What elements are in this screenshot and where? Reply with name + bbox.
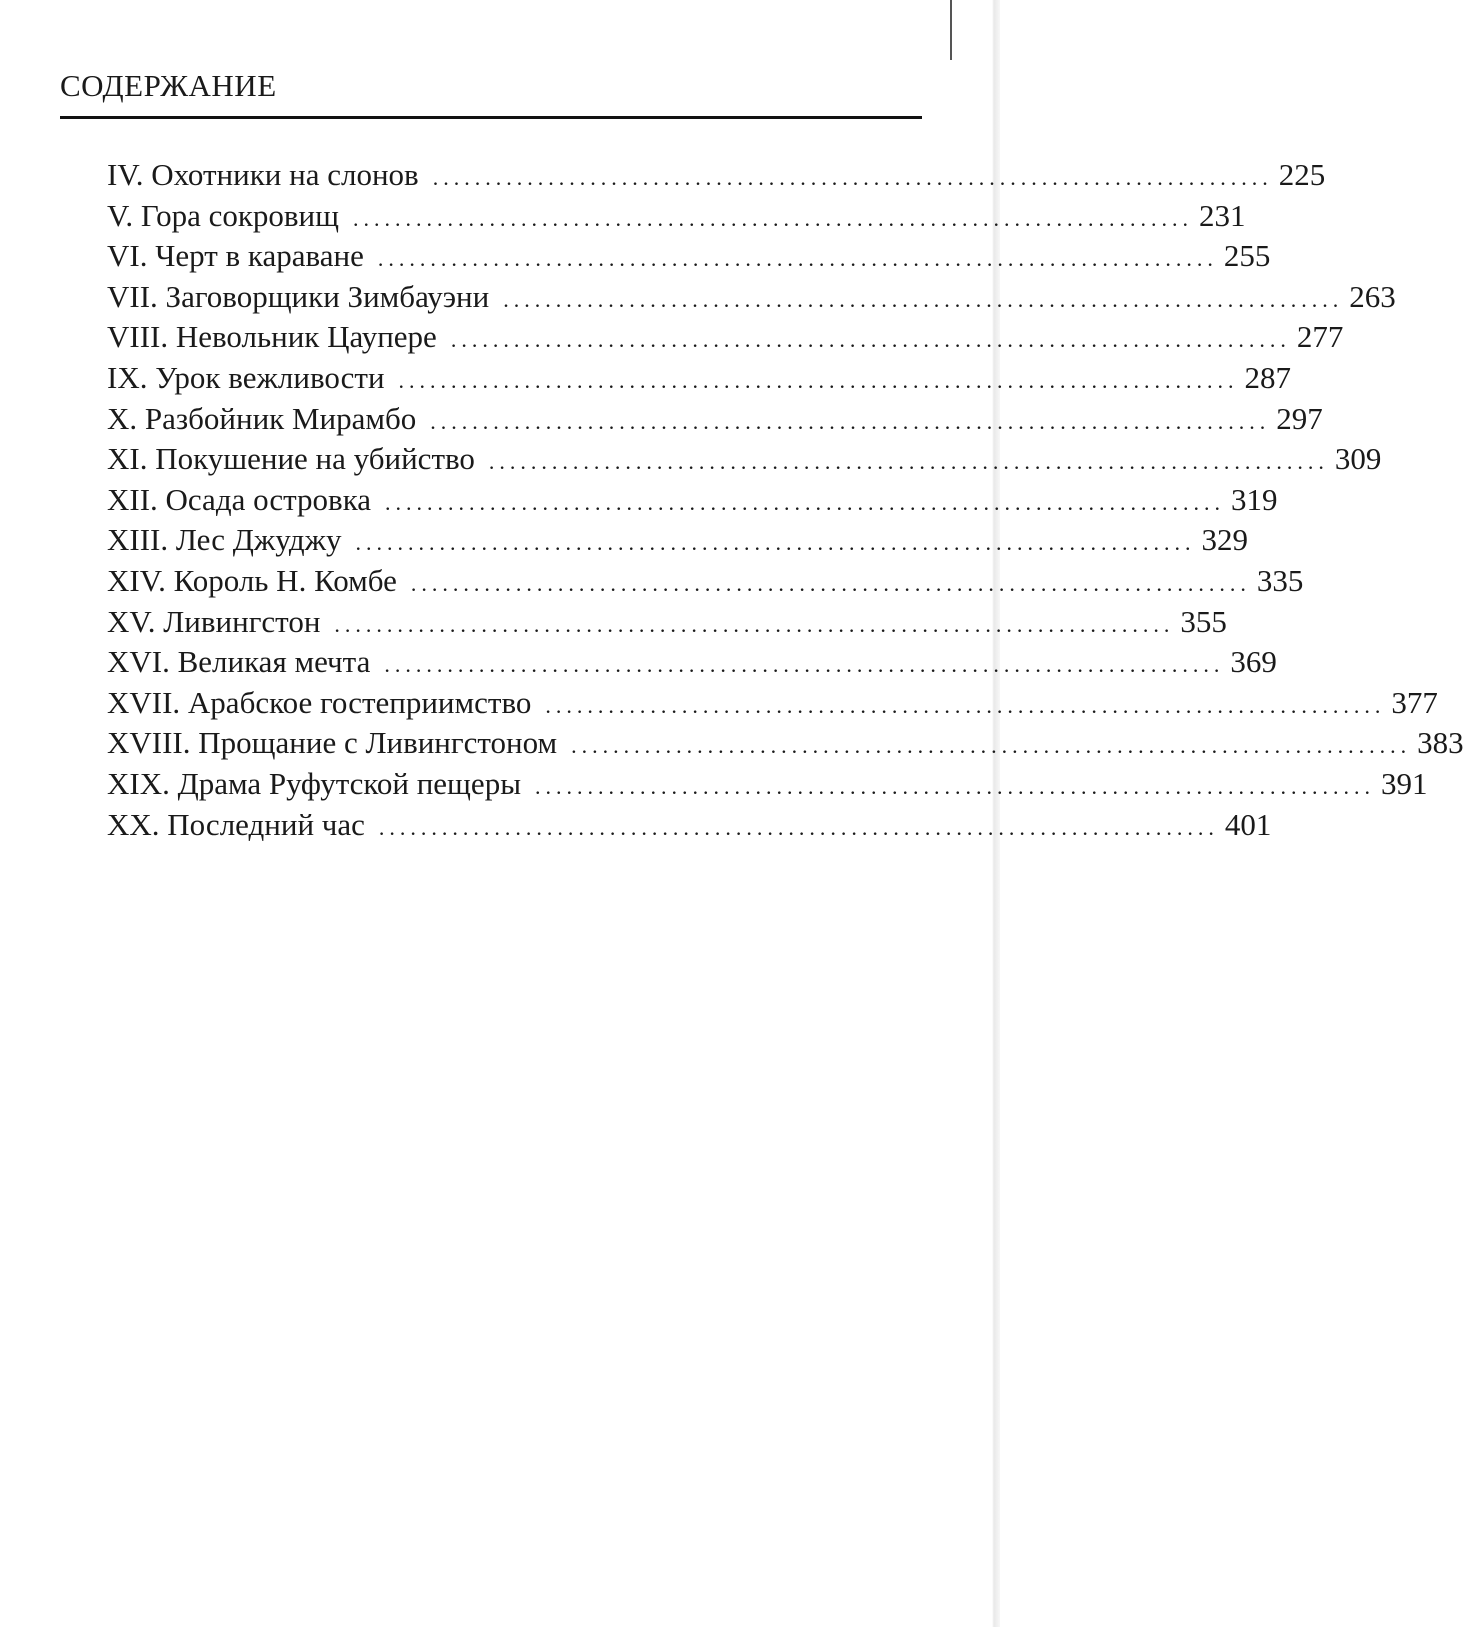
toc-entry-page: 383 <box>1417 725 1464 761</box>
toc-entry-page: 355 <box>1180 603 1227 639</box>
toc-entry-page: 391 <box>1381 765 1428 801</box>
toc-entry-page: 297 <box>1276 400 1323 436</box>
toc-entry-page: 335 <box>1256 562 1304 598</box>
toc-entry <box>107 399 1323 440</box>
dot-leader: ................................................................................ <box>355 530 1196 556</box>
dot-leader: ................................................................................ <box>398 367 1239 393</box>
toc-entry <box>107 358 1292 399</box>
toc-entry-page: 277 <box>1296 319 1344 355</box>
toc-entry-title: V. Гора сокровищ <box>107 197 340 233</box>
toc-entry-page: 231 <box>1199 197 1246 233</box>
toc-entry <box>107 642 1277 683</box>
toc-entry <box>107 602 1227 643</box>
toc-entry-page: 225 <box>1278 157 1326 192</box>
toc-entry-title: XVII. Арабское гостеприимство <box>107 684 532 720</box>
toc-entry-title: IV. Охотники на слонов <box>107 157 419 192</box>
toc-entry-page: 287 <box>1244 359 1292 395</box>
dot-leader: ................................................................................ <box>377 246 1218 272</box>
dot-leader: ................................................................................ <box>385 489 1226 515</box>
toc-entry <box>107 236 1271 277</box>
toc-entry-title: VII. Заговорщики Зимбауэни <box>107 278 490 314</box>
dot-leader: ................................................................................ <box>535 773 1376 799</box>
toc-entry-page: 255 <box>1223 238 1271 274</box>
toc-entry-page: 329 <box>1201 522 1249 558</box>
header-rule <box>60 116 922 119</box>
dot-leader: ................................................................................ <box>384 652 1225 678</box>
toc-entry-page: 263 <box>1349 278 1396 314</box>
toc-entry-title: XIV. Король Н. Комбе <box>107 562 397 598</box>
toc-entry-title: IX. Урок вежливости <box>107 359 385 395</box>
dot-leader: ................................................................................ <box>571 733 1412 759</box>
toc-entry-title: VIII. Невольник Цаупере <box>107 319 437 355</box>
toc-entry-title: XVIII. Прощание с Ливингстоном <box>107 725 558 761</box>
toc-entry-title: XI. Покушение на убийство <box>107 441 475 477</box>
scan-edge-line <box>950 0 952 60</box>
dot-leader: ................................................................................ <box>450 327 1291 353</box>
toc-entry <box>107 317 1344 358</box>
dot-leader: ................................................................................ <box>334 611 1175 637</box>
toc-entry-page: 319 <box>1231 481 1278 517</box>
toc-entry <box>107 439 1382 480</box>
dot-leader: ................................................................................ <box>545 692 1386 718</box>
toc-entry <box>107 683 1438 724</box>
toc-entry-page: 377 <box>1391 684 1438 720</box>
toc-entry-title: XV. Ливингстон <box>107 603 321 639</box>
toc-entry <box>107 520 1249 561</box>
toc-entry-page: 309 <box>1334 441 1382 477</box>
table-of-contents <box>107 155 1464 845</box>
toc-entry <box>107 277 1396 318</box>
toc-entry-title: XIII. Лес Джуджу <box>107 522 342 558</box>
toc-entry-title: XIX. Драма Руфутской пещеры <box>107 765 522 801</box>
dot-leader: ................................................................................ <box>410 570 1251 596</box>
toc-entry <box>107 155 1326 196</box>
page-title: СОДЕРЖАНИЕ <box>60 68 277 103</box>
toc-entry <box>107 723 1464 764</box>
toc-entry <box>107 561 1304 602</box>
dot-leader: ................................................................................ <box>378 814 1219 840</box>
toc-entry-title: XII. Осада островка <box>107 481 372 517</box>
dot-leader: ................................................................................ <box>488 449 1329 475</box>
dot-leader: ................................................................................ <box>430 408 1271 434</box>
toc-entry-page: 369 <box>1230 644 1277 680</box>
toc-entry <box>107 480 1278 521</box>
toc-entry-page: 401 <box>1224 806 1272 842</box>
toc-entry <box>107 196 1246 237</box>
toc-entry-title: XX. Последний час <box>107 806 365 842</box>
toc-entry-title: X. Разбойник Мирамбо <box>107 400 417 436</box>
toc-entry <box>107 764 1428 805</box>
dot-leader: ................................................................................ <box>503 286 1344 312</box>
toc-entry-title: VI. Черт в караване <box>107 238 364 274</box>
toc-entry <box>107 805 1272 846</box>
toc-entry-title: XVI. Великая мечта <box>107 644 371 680</box>
dot-leader: ................................................................................ <box>353 205 1194 231</box>
dot-leader: ................................................................................ <box>432 165 1273 190</box>
